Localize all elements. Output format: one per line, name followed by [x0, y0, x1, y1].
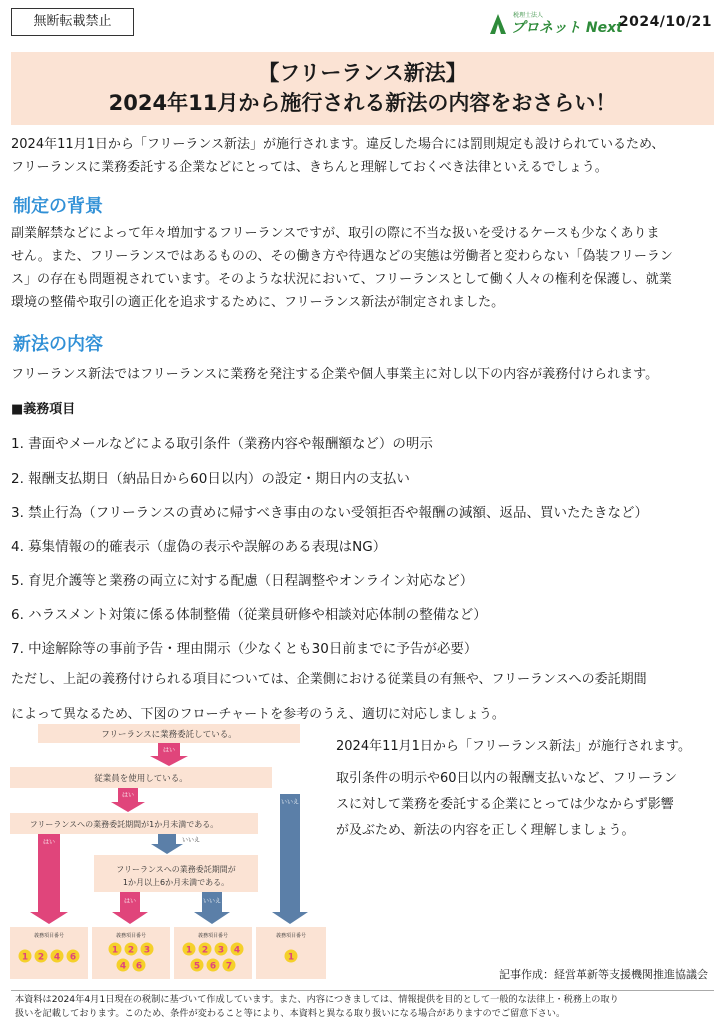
duty-item-1: 1. 書面やメールなどによる取引条件（業務内容や報酬額など）の明示: [11, 436, 433, 452]
intro-line-2: フリーランスに業務委託する企業などにとっては、きちんと理解しておくべき法律といえるでしょう。: [11, 160, 608, 175]
flow-arrow-q3-no: [151, 834, 183, 854]
background-line-1: 副業解禁などによって年々増加するフリーランスですが、取引の際に不当な扱いを受けるケースも少なくありま: [11, 226, 660, 241]
background-line-4: 環境の整備や取引の適正化を追求するために、フリーランス新法が制定されました。: [11, 295, 505, 310]
flow-result-number: 4: [119, 961, 127, 972]
flow-q1-text: フリーランスに業務委託している。: [101, 730, 237, 740]
flow-result-number: 7: [225, 961, 233, 972]
side-line-3: スに対して業務を委託する企業にとっては少なからず影響: [336, 797, 674, 812]
duty-item-2: 2. 報酬支払期日（納品日から60日以内）の設定・期日内の支払い: [11, 471, 410, 487]
logo-mark-icon: [488, 12, 508, 36]
flow-q2-no-label: いいえ: [280, 799, 300, 806]
title-line-2: 2024年11月から施行される新法の内容をおさらい！: [108, 91, 617, 115]
flow-result-number: 6: [135, 961, 143, 972]
content-heading: 新法の内容: [13, 334, 103, 355]
flow-q3-text: フリーランスへの業務委託期間が1か月未満である。: [29, 820, 219, 829]
flow-result-number: 2: [201, 945, 209, 956]
article-credit: 記事作成：経営革新等支援機関推進協議会: [499, 968, 708, 981]
flow-result-label-2: 義務項目番号: [115, 933, 147, 939]
flow-arrow-q3-yes: [30, 834, 68, 924]
flow-result-number: 1: [287, 952, 295, 963]
flow-q3-yes-label: はい: [42, 839, 56, 846]
publish-date: 2024/10/21: [618, 14, 712, 30]
flow-result-label-3: 義務項目番号: [197, 933, 229, 939]
flow-q3-no-label: いいえ: [182, 837, 201, 844]
content-lead: フリーランス新法ではフリーランスに業務を発注する企業や個人事業主に対し以下の内容が義務付けられます。: [11, 367, 659, 382]
disclaimer-footer: [11, 990, 714, 1020]
background-line-3: ス」の存在も問題視されています。そのような状況において、フリーランスとして働く人々の権利を保護し、就業: [11, 272, 672, 287]
flow-result-label-4: 義務項目番号: [275, 933, 307, 939]
brand-logo: [488, 8, 623, 40]
note-line-2: によって異なるため、下図のフローチャートを参考のうえ、適切に対応しましょう。: [11, 707, 505, 722]
background-heading: 制定の背景: [13, 196, 103, 217]
flow-q4-text-1: フリーランスへの業務委託期間が: [116, 865, 236, 874]
duty-item-5: 5. 育児介護等と業務の両立に対する配慮（日程調整やオンライン対応など）: [11, 573, 474, 589]
disclaimer-line-2: 扱いを記載しております。このため、条件が変わること等により、本資料と異なる取り扱いになる場合がありますのでご留意下さい。: [15, 1008, 566, 1019]
brand-name: プロネット Next: [511, 20, 623, 36]
flow-result-number: 3: [143, 945, 151, 956]
flow-q1-yes-label: はい: [162, 747, 176, 754]
flow-arrow-q4-no: [194, 892, 230, 924]
flow-result-number: 1: [111, 945, 119, 956]
flow-result-number: 4: [53, 952, 61, 963]
note-line-1: ただし、上記の義務付けられる項目については、企業側における従業員の有無や、フリーランスへの委託期間: [11, 672, 647, 687]
flow-result-number: 5: [193, 961, 201, 972]
flow-q4-yes-label: はい: [123, 898, 137, 905]
duty-item-6: 6. ハラスメント対策に係る体制整備（従業員研修や相談対応体制の整備など）: [11, 607, 487, 623]
flow-q4-text-2: 1か月以上6か月未満である。: [122, 878, 230, 887]
flow-result-number: 1: [21, 952, 29, 963]
no-reprint-stamp: 無断転載禁止: [11, 8, 134, 36]
duties-label: ■義務項目: [11, 402, 76, 417]
brand-subtitle: 税理士法人: [513, 12, 544, 19]
duty-item-4: 4. 募集情報の的確表示（虚偽の表示や誤解のある表現はNG）: [11, 539, 387, 555]
flow-q2-text: 従業員を使用している。: [94, 774, 188, 784]
duty-item-3: 3. 禁止行為（フリーランスの責めに帰すべき事由のない受領拒否や報酬の減額、返品、買いたたきなど）: [11, 505, 648, 521]
flow-q4-no-label: いいえ: [202, 898, 222, 905]
flow-result-label-1: 義務項目番号: [33, 933, 65, 939]
flow-result-number: 4: [233, 945, 241, 956]
disclaimer-line-1: 本資料は2024年4月1日現在の税制に基づいて作成しています。また、内容につきましては、情報提供を目的として一般的な法律上・税務上の取り: [15, 994, 619, 1005]
flow-arrow-q4-yes: [112, 892, 148, 924]
flow-result-number: 6: [209, 961, 217, 972]
flow-result-number: 3: [217, 945, 225, 956]
intro-line-1: 2024年11月1日から「フリーランス新法」が施行されます。違反した場合には罰則規定も設けられているため、: [11, 137, 665, 152]
flow-result-number: 6: [69, 952, 77, 963]
background-line-2: せん。また、フリーランスではあるものの、その働き方や待遇などの実態は労働者と変わらない「偽装フリーラン: [11, 249, 673, 264]
title-line-1: 【フリーランス新法】: [258, 61, 467, 85]
side-line-2: 取引条件の明示や60日以内の報酬支払いなど、フリーラン: [336, 771, 678, 786]
side-line-4: が及ぶため、新法の内容を正しく理解しましょう。: [336, 823, 635, 838]
side-line-1: 2024年11月1日から「フリーランス新法」が施行されます。: [336, 739, 691, 754]
flow-result-number: 2: [37, 952, 45, 963]
flow-result-number: 1: [185, 945, 193, 956]
flow-arrow-q2-no: [272, 794, 308, 924]
flow-result-number: 2: [127, 945, 135, 956]
flow-q2-yes-label: はい: [121, 792, 135, 799]
duty-item-7: 7. 中途解除等の事前予告・理由開示（少なくとも30日前までに予告が必要）: [11, 641, 478, 657]
title-banner: [11, 52, 714, 125]
obligation-flowchart: [8, 722, 330, 980]
